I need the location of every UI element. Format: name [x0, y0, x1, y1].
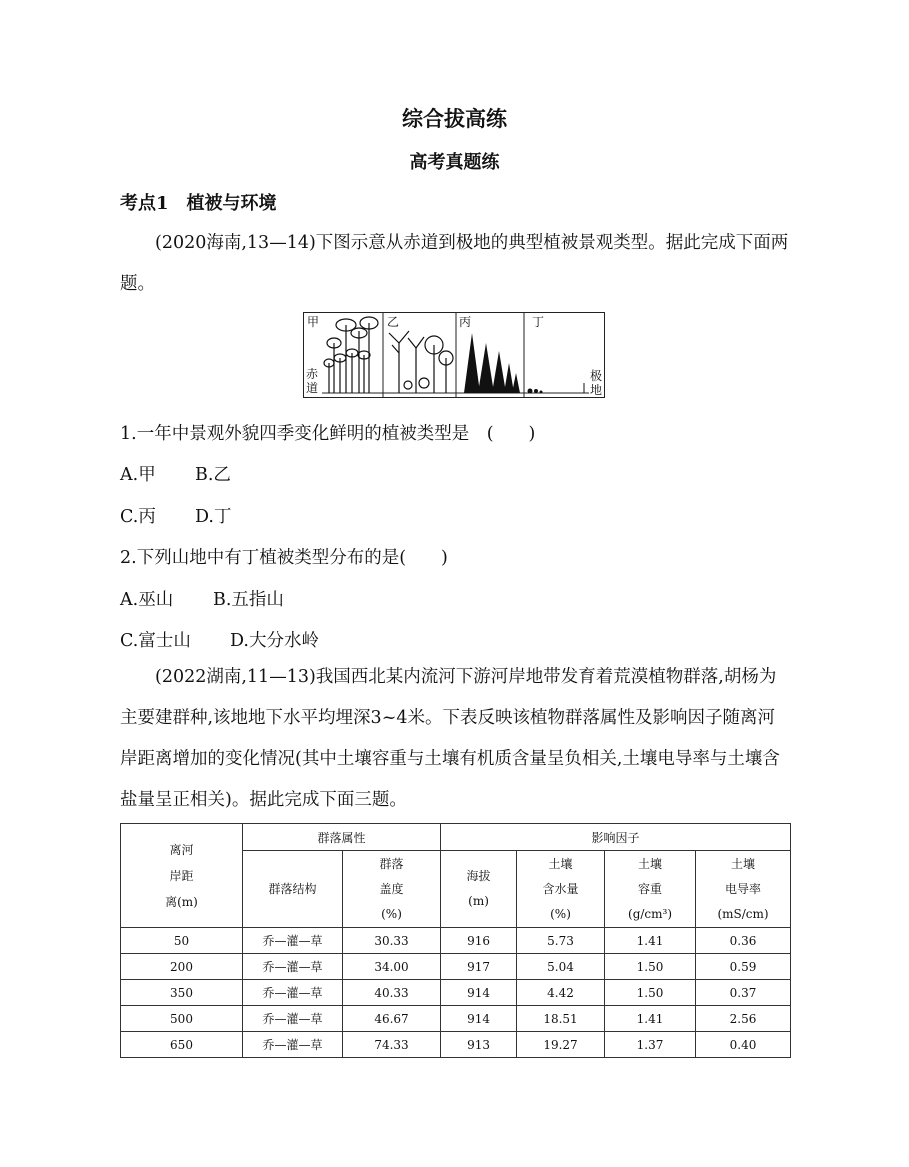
- question-1-stem: 1.一年中景观外貌四季变化鲜明的植被类型是 ( ): [120, 424, 536, 444]
- table-row: 50 乔—灌—草 30.33 916 5.73 1.41 0.36: [121, 928, 791, 954]
- q2-option-c[interactable]: C.富士山: [120, 631, 191, 651]
- tundra-plants-icon: [528, 383, 585, 394]
- table-row: 650 乔—灌—草 74.33 913 19.27 1.37 0.40: [121, 1032, 791, 1058]
- data-table: [120, 823, 791, 1058]
- q2-option-a[interactable]: A.巫山: [120, 590, 174, 610]
- table-header-conductivity: 土壤 电导率 (mS/cm): [696, 851, 791, 928]
- question-2-stem: 2.下列山地中有丁植被类型分布的是( ): [120, 548, 448, 568]
- section-heading: 考点1 植被与环境: [120, 193, 277, 214]
- table-header-factors: 影响因子: [441, 824, 791, 851]
- q1-option-b[interactable]: B.乙: [195, 465, 231, 485]
- vegetation-figure: [303, 312, 605, 398]
- q2-option-d[interactable]: D.大分水岭: [230, 631, 319, 651]
- q1-option-c[interactable]: C.丙: [120, 507, 156, 527]
- conifer-trees-icon: [464, 333, 520, 393]
- figure-pole-label: 极 地: [590, 369, 603, 397]
- rainforest-trees-icon: [324, 317, 378, 393]
- figure-label-jia: 甲: [307, 315, 320, 329]
- page-title: 综合拔高练: [402, 106, 507, 131]
- page-subtitle: 高考真题练: [409, 152, 500, 173]
- table-row: 350 乔—灌—草 40.33 914 4.42 1.50 0.37: [121, 980, 791, 1006]
- table-header-altitude: 海拔 (m): [441, 851, 517, 928]
- figure-label-ding: 丁: [532, 315, 545, 329]
- figure-label-yi: 乙: [387, 315, 400, 329]
- deciduous-trees-icon: [389, 331, 453, 393]
- table-row: 500 乔—灌—草 46.67 914 18.51 1.41 2.56: [121, 1006, 791, 1032]
- table-header-bulk-density: 土壤 容重 (g/cm³): [605, 851, 696, 928]
- intro-paragraph-1: (2020海南,13—14)下图示意从赤道到极地的典型植被景观类型。据此完成下面两题。: [120, 233, 789, 294]
- table-header-distance: 离河 岸距 离(m): [121, 824, 243, 928]
- vegetation-illustration: [304, 313, 604, 397]
- table-header-community: 群落属性: [243, 824, 441, 851]
- figure-label-bing: 丙: [459, 315, 472, 329]
- table-header-structure: 群落结构: [243, 851, 343, 928]
- table-header-coverage: 群落 盖度 (%): [343, 851, 441, 928]
- table-header-moisture: 土壤 含水量 (%): [517, 851, 605, 928]
- intro-paragraph-2: (2022湖南,11—13)我国西北某内流河下游河岸地带发育着荒漠植物群落,胡杨为主要建群种,该地地下水平均埋深3~4米。下表反映该植物群落属性及影响因子随离河岸距离增加的变化情况(其中土壤容重与土壤有机质含量呈负相关,土壤电导率与土壤含盐量呈正相关)。据此完成下面三题。: [120, 667, 780, 810]
- q1-option-a[interactable]: A.甲: [120, 465, 156, 485]
- figure-equator-label: 赤 道: [306, 367, 319, 395]
- q2-option-b[interactable]: B.五指山: [213, 590, 284, 610]
- q1-option-d[interactable]: D.丁: [195, 507, 232, 527]
- table-row: 200 乔—灌—草 34.00 917 5.04 1.50 0.59: [121, 954, 791, 980]
